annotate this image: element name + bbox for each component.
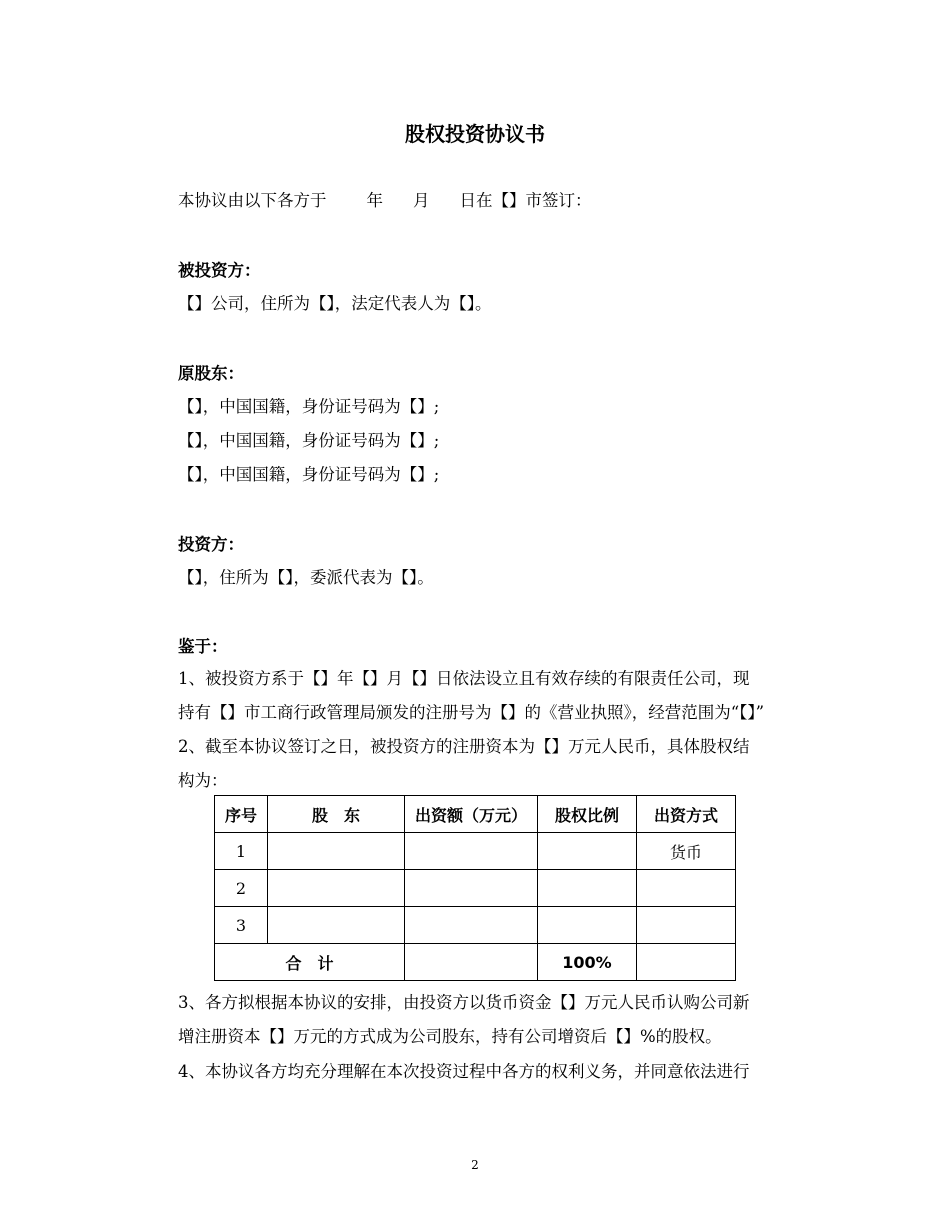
intro-year: 年 bbox=[366, 191, 383, 210]
shareholder-line: 【】，中国国籍，身份证号码为【】; bbox=[178, 465, 440, 484]
table-row bbox=[215, 870, 736, 907]
intro-line bbox=[178, 188, 592, 214]
header-index: 序号 bbox=[215, 796, 268, 833]
cell-method: 货币 bbox=[637, 833, 736, 870]
shareholder-line: 【】，中国国籍，身份证号码为【】; bbox=[178, 431, 440, 450]
header-ratio: 股权比例 bbox=[538, 796, 637, 833]
cell-amount bbox=[405, 833, 538, 870]
clause-4-line-1: 4、本协议各方均充分理解在本次投资过程中各方的权利义务，并同意依法进行 bbox=[178, 1062, 750, 1081]
table-row bbox=[215, 833, 736, 870]
cell-ratio bbox=[538, 870, 637, 907]
original-shareholders-heading: 原股东： bbox=[178, 364, 244, 383]
investor-line: 【】，住所为【】，委派代表为【】。 bbox=[178, 568, 434, 587]
total-method bbox=[637, 944, 736, 981]
cell-shareholder bbox=[268, 833, 405, 870]
table-row bbox=[215, 907, 736, 944]
cell-shareholder bbox=[268, 907, 405, 944]
equity-structure-table bbox=[214, 795, 736, 981]
clause-1-line-2: 持有【】市工商行政管理局颁发的注册号为【】的《营业执照》，经营范围为“【】” bbox=[178, 703, 765, 722]
whereas-heading: 鉴于： bbox=[178, 637, 228, 656]
cell-ratio bbox=[538, 907, 637, 944]
header-shareholder: 股 东 bbox=[268, 796, 405, 833]
cell-index: 1 bbox=[215, 833, 268, 870]
cell-method bbox=[637, 907, 736, 944]
clause-3-line-1: 3、各方拟根据本协议的安排，由投资方以货币资金【】万元人民币认购公司新 bbox=[178, 993, 750, 1012]
intro-month: 月 bbox=[413, 191, 430, 210]
cell-index: 2 bbox=[215, 870, 268, 907]
cell-method bbox=[637, 870, 736, 907]
page-title: 股权投资协议书 bbox=[405, 122, 545, 146]
cell-index: 3 bbox=[215, 907, 268, 944]
total-label: 合 计 bbox=[215, 944, 405, 981]
intro-part2: 日在【】市签订： bbox=[459, 191, 592, 210]
total-amount bbox=[405, 944, 538, 981]
header-amount: 出资额（万元） bbox=[405, 796, 538, 833]
cell-amount bbox=[405, 870, 538, 907]
intro-part1: 本协议由以下各方于 bbox=[178, 191, 327, 210]
table-total-row bbox=[215, 944, 736, 981]
investee-heading: 被投资方： bbox=[178, 261, 261, 280]
cell-amount bbox=[405, 907, 538, 944]
table-header-row bbox=[215, 796, 736, 833]
clause-1-line-1: 1、被投资方系于【】年【】月【】日依法设立且有效存续的有限责任公司，现 bbox=[178, 669, 750, 688]
clause-2-line-1: 2、截至本协议签订之日，被投资方的注册资本为【】万元人民币，具体股权结 bbox=[178, 737, 750, 756]
investee-line: 【】公司，住所为【】，法定代表人为【】。 bbox=[178, 294, 492, 313]
clause-3-line-2: 增注册资本【】万元的方式成为公司股东，持有公司增资后【】%的股权。 bbox=[178, 1027, 722, 1046]
page-number: 2 bbox=[471, 1158, 479, 1172]
header-method: 出资方式 bbox=[637, 796, 736, 833]
investor-heading: 投资方： bbox=[178, 535, 244, 554]
cell-ratio bbox=[538, 833, 637, 870]
shareholder-line: 【】，中国国籍，身份证号码为【】; bbox=[178, 397, 440, 416]
clause-2-line-2: 构为： bbox=[178, 771, 228, 790]
cell-shareholder bbox=[268, 870, 405, 907]
total-ratio: 100% bbox=[538, 944, 637, 981]
